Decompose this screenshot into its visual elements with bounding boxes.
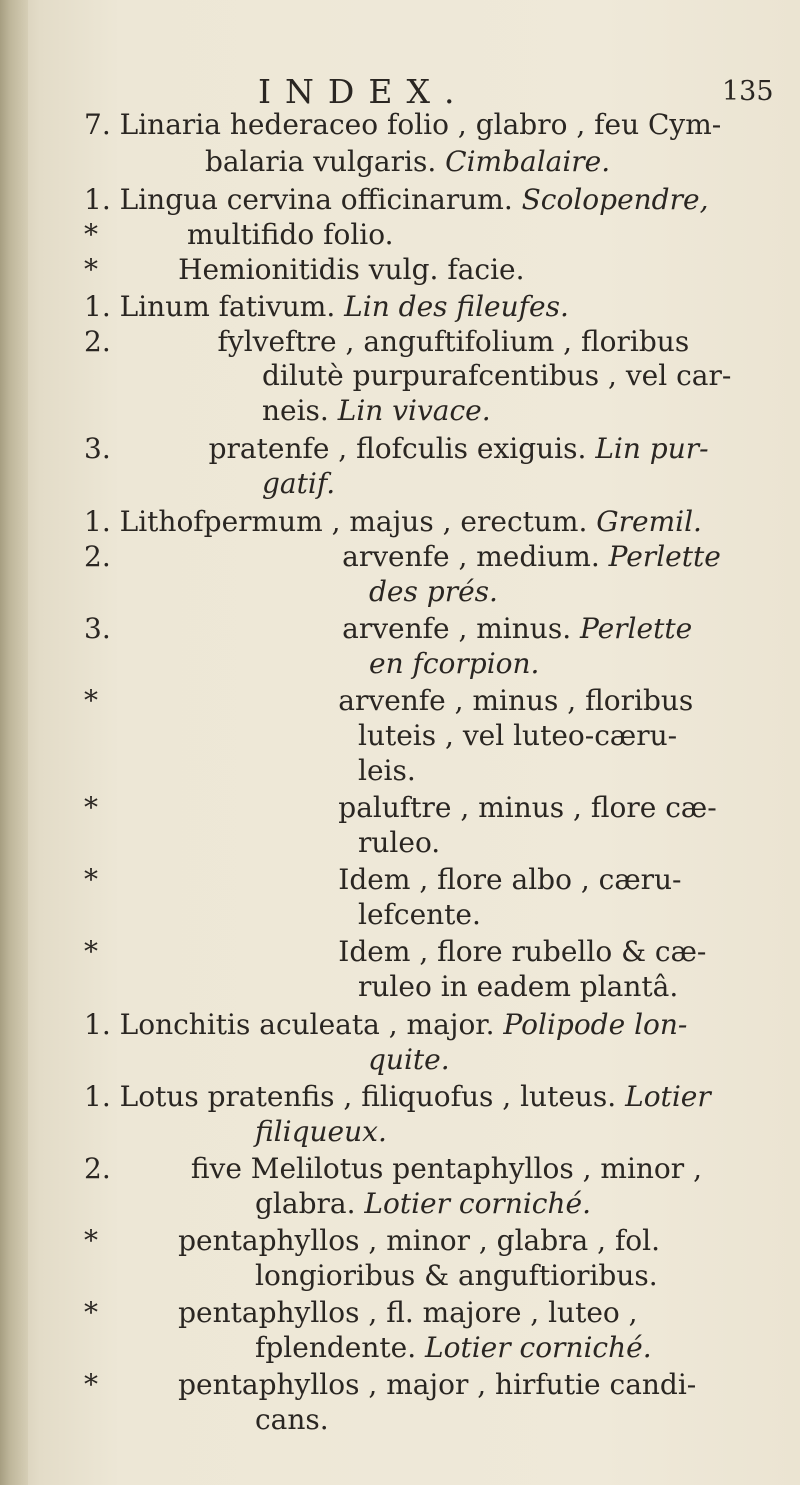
index-line (255, 1331, 652, 1365)
french-name: filiqueux. (255, 1115, 387, 1148)
index-line (255, 1259, 658, 1293)
index-line (84, 612, 692, 646)
page-header (0, 72, 800, 112)
french-name: Lotier corniché. (425, 1331, 652, 1364)
french-name: des prés. (369, 575, 498, 608)
index-line (255, 1115, 387, 1149)
page-number: 135 (722, 76, 774, 107)
index-line-text: leis. (358, 754, 416, 787)
index-line (84, 684, 693, 718)
index-line (358, 826, 440, 860)
index-line (84, 325, 689, 359)
index-line (255, 1403, 329, 1437)
index-line (84, 1296, 638, 1330)
index-line-text: 1. Lithofpermum , majus , erectum. (84, 505, 597, 538)
index-title: INDEX. (258, 72, 469, 111)
french-name: Lin vivace. (337, 394, 491, 427)
index-line-text: * paluftre , minus , flore cæ- (84, 791, 717, 824)
french-name: Polipode lon- (503, 1008, 688, 1041)
index-line-text: 2. arvenfe , medium. (84, 540, 609, 573)
index-line (262, 467, 335, 501)
index-line (369, 647, 539, 681)
french-name: Perlette (608, 540, 721, 573)
index-line (84, 432, 709, 466)
index-line-text: 2. five Melilotus pentaphyllos , minor , (84, 1152, 702, 1185)
index-line (262, 359, 731, 393)
index-line (84, 505, 702, 539)
index-line (84, 791, 717, 825)
index-line-text: 1. Lonchitis aculeata , major. (84, 1008, 504, 1041)
index-line (84, 1224, 660, 1258)
index-line-text: 3. arvenfe , minus. (84, 612, 581, 645)
french-name: Lotier (625, 1080, 711, 1113)
index-line (84, 253, 525, 287)
index-line-text: * arvenfe , minus , floribus (84, 684, 694, 717)
index-line-text: ruleo in eadem plantâ. (358, 970, 679, 1003)
french-name: Lin pur- (595, 432, 709, 465)
index-line-text: fplendente. (255, 1331, 425, 1364)
index-line-text: dilutè purpurafcentibus , vel car- (262, 359, 732, 392)
french-name: Lotier corniché. (364, 1187, 591, 1220)
index-line-text: 1. Lotus pratenfis , filiquofus , luteus. (84, 1080, 626, 1113)
french-name: Scolopendre, (521, 183, 709, 216)
french-name: en fcorpion. (369, 647, 540, 680)
french-name: quite. (368, 1043, 450, 1076)
index-line (84, 863, 682, 897)
index-line (369, 575, 498, 609)
index-line (84, 218, 394, 252)
index-line-text: * Idem , flore rubello & cæ- (84, 935, 707, 968)
index-line-text: 2. fylveftre , anguftifolium , floribus (84, 325, 690, 358)
index-line (368, 1043, 450, 1077)
index-line-text: 1. Lingua cervina officinarum. (84, 183, 522, 216)
index-line-text: * pentaphyllos , major , hirfutie candi- (84, 1368, 697, 1401)
index-line (358, 898, 481, 932)
index-line (84, 1368, 696, 1402)
index-line (84, 540, 721, 574)
index-line (358, 970, 678, 1004)
index-line-text: neis. (262, 394, 338, 427)
french-name: Gremil. (596, 505, 702, 538)
index-line-text: * Hemionitidis vulg. facie. (84, 253, 525, 286)
index-line-text: * multifido folio. (84, 218, 394, 251)
index-line-text: balaria vulgaris. (205, 145, 446, 178)
index-line-text: 7. Linaria hederaceo folio , glabro , feu Cym- (84, 108, 722, 141)
index-line (84, 183, 708, 217)
index-line-text: * pentaphyllos , fl. majore , luteo , (84, 1296, 638, 1329)
index-line (358, 754, 416, 788)
index-line-text: lefcente. (358, 898, 481, 931)
index-line (84, 935, 706, 969)
index-line (205, 145, 610, 179)
index-line-text: * Idem , flore albo , cæru- (84, 863, 682, 896)
index-line (358, 719, 677, 753)
index-line (262, 394, 491, 428)
index-line-text: * pentaphyllos , minor , glabra , fol. (84, 1224, 661, 1257)
french-name: gatif. (262, 467, 336, 500)
index-line (84, 1008, 687, 1042)
index-line-text: ruleo. (358, 826, 441, 859)
index-line (84, 1080, 711, 1114)
index-line-text: 3. pratenfe , flofculis exiguis. (84, 432, 596, 465)
page-binding-shadow (0, 0, 28, 1485)
french-name: Perlette (580, 612, 693, 645)
index-line (84, 1152, 702, 1186)
index-line (84, 290, 569, 324)
index-line-text: glabra. (255, 1187, 365, 1220)
index-line (255, 1187, 591, 1221)
index-line-text: luteis , vel luteo-cæru- (358, 719, 678, 752)
index-line (84, 108, 721, 142)
index-line-text: 1. Linum fativum. (84, 290, 345, 323)
french-name: Cimbalaire. (445, 145, 611, 178)
french-name: Lin des fileufes. (344, 290, 569, 323)
index-line-text: cans. (255, 1403, 329, 1436)
index-line-text: longioribus & anguftioribus. (255, 1259, 658, 1292)
